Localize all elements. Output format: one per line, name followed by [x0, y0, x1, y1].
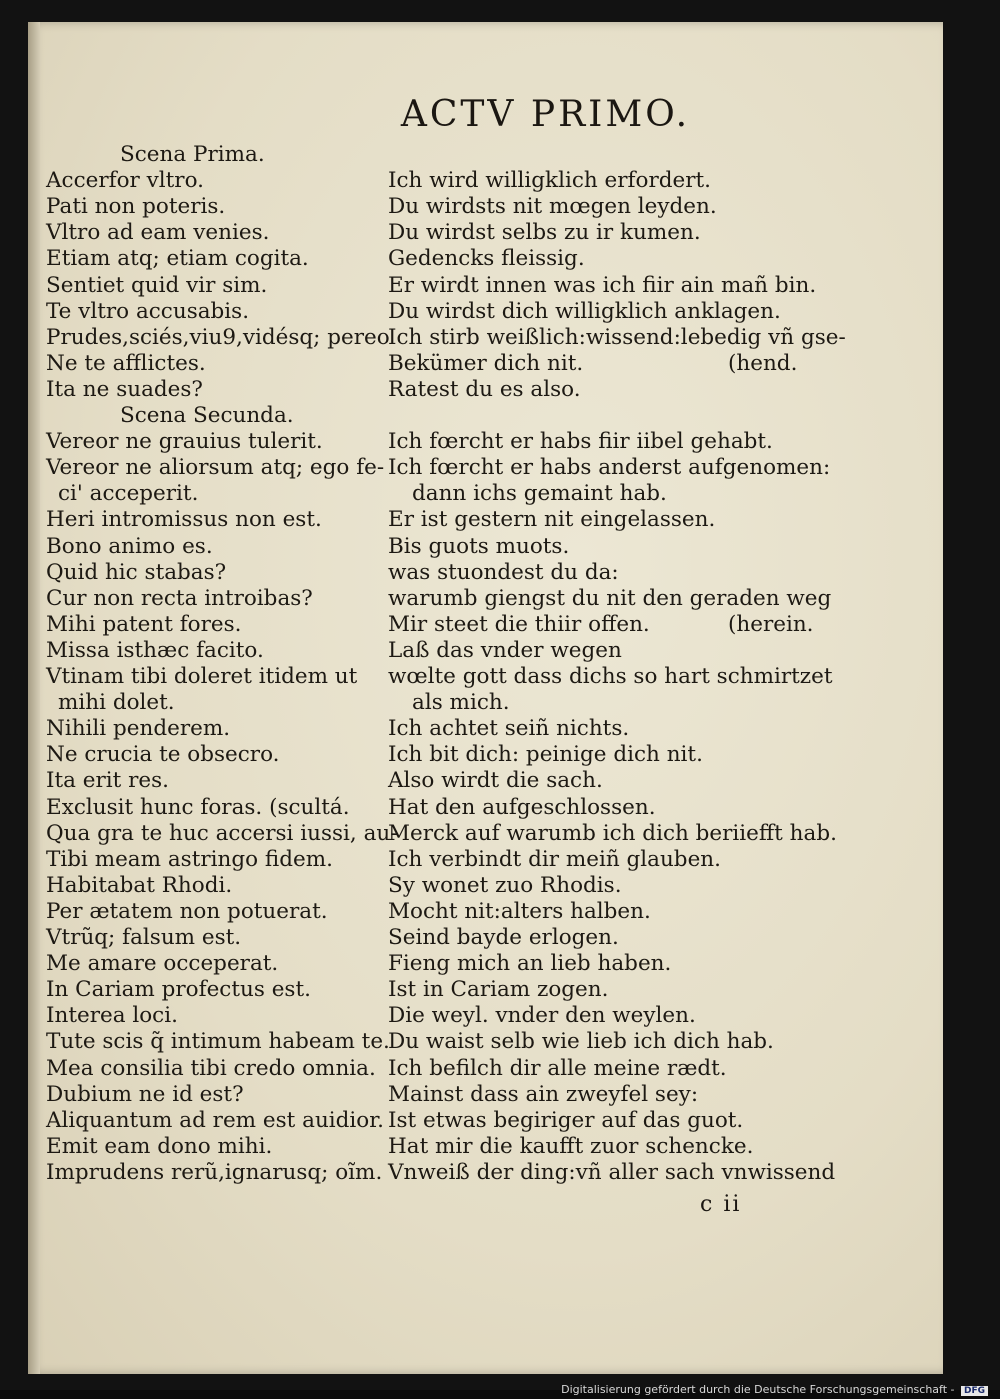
- german-line: Hat den aufgeschlossen.: [388, 794, 656, 820]
- german-line: Sy wonet zuo Rhodis.: [388, 872, 622, 898]
- german-line-continuation: (hend.: [728, 350, 798, 376]
- latin-line: Prudes,sciés,viu9,vidésq; pereo: [46, 324, 390, 350]
- latin-line: Heri intromissus non est.: [46, 507, 322, 533]
- latin-line: Emit eam dono mihi.: [46, 1133, 273, 1159]
- german-line: Du wirdst selbs zu ir kumen.: [388, 220, 701, 246]
- text-lines: [28, 22, 943, 1374]
- german-line-continuation: (herein.: [728, 611, 814, 637]
- latin-line: Mea consilia tibi credo omnia.: [46, 1055, 376, 1081]
- latin-line: Dubium ne id est?: [46, 1081, 244, 1107]
- latin-line: Habitabat Rhodi.: [46, 872, 233, 898]
- latin-line: Te vltro accusabis.: [46, 298, 250, 324]
- german-line: Ich wird willigklich erfordert.: [388, 168, 711, 194]
- latin-line: Aliquantum ad rem est auidior.: [46, 1107, 385, 1133]
- latin-line: Exclusit hunc foras. (scultá.: [46, 794, 350, 820]
- german-line: Seind bayde erlogen.: [388, 925, 619, 950]
- latin-line: Accerfor vltro.: [46, 168, 204, 194]
- latin-line: Interea loci.: [46, 1003, 178, 1029]
- german-line: Ist etwas begiriger auf das guot.: [388, 1107, 744, 1133]
- latin-line: Me amare occeperat.: [46, 951, 279, 977]
- latin-line: Scena Prima.: [120, 142, 265, 167]
- latin-line: Mihi patent fores.: [46, 611, 242, 637]
- german-line: wœlte gott dass dichs so hart schmirtzet: [388, 664, 833, 689]
- latin-line: Ne crucia te obsecro.: [46, 742, 280, 768]
- german-line: Merck auf warumb ich dich beriiefft hab.: [388, 820, 837, 846]
- latin-line: Per ætatem non potuerat.: [46, 898, 328, 924]
- german-line: Laß das vnder wegen: [388, 637, 622, 663]
- german-line: Bekümer dich nit.: [388, 350, 584, 376]
- german-line: Ich bit dich: peinige dich nit.: [388, 742, 703, 768]
- german-line: Mir steet die thiir offen.: [388, 611, 650, 637]
- dfg-logo: DFG: [961, 1386, 988, 1396]
- german-line: warumb giengst du nit den geraden weg: [388, 585, 832, 611]
- german-line: Ist in Cariam zogen.: [388, 977, 609, 1003]
- latin-line: Ita ne suades?: [46, 376, 203, 402]
- german-line: Ratest du es also.: [388, 376, 581, 402]
- footer-text: Digitalisierung gefördert durch die Deutsche Forschungsgemeinschaft -: [561, 1383, 955, 1396]
- footer-credit: [561, 1383, 988, 1396]
- latin-line: Bono animo es.: [46, 533, 213, 559]
- german-line: Du wirdst dich willigklich anklagen.: [388, 298, 781, 324]
- latin-line: Vereor ne grauius tulerit.: [46, 429, 323, 455]
- latin-line: mihi dolet.: [58, 690, 175, 716]
- latin-line: Scena Secunda.: [120, 403, 294, 428]
- german-line: Er wirdt innen was ich fiir ain mañ bin.: [388, 272, 817, 298]
- latin-line: Qua gra te huc accersi iussi, au-: [46, 820, 398, 846]
- german-line: Ich fœrcht er habs anderst aufgenomen:: [388, 455, 831, 481]
- latin-line: Tibi meam astringo fidem.: [46, 846, 333, 872]
- german-line: Er ist gestern nit eingelassen.: [388, 507, 716, 533]
- latin-line: Tute scis q̃ intimum habeam te.: [46, 1029, 390, 1055]
- german-line: Mainst dass ain zweyfel sey:: [388, 1081, 699, 1107]
- latin-line: Vltro ad eam venies.: [46, 220, 270, 246]
- latin-line: Sentiet quid vir sim.: [46, 272, 268, 298]
- latin-line: Pati non poteris.: [46, 194, 226, 220]
- latin-line: Cur non recta introibas?: [46, 585, 313, 611]
- german-line: Ich fœrcht er habs fiir iibel gehabt.: [388, 429, 773, 455]
- german-line: Fieng mich an lieb haben.: [388, 951, 672, 977]
- german-line: Du wirdsts nit mœgen leyden.: [388, 194, 717, 220]
- latin-line: Quid hic stabas?: [46, 559, 227, 585]
- german-line: Hat mir die kaufft zuor schencke.: [388, 1133, 754, 1159]
- german-line: Bis guots muots.: [388, 533, 570, 559]
- german-line: Mocht nit:alters halben.: [388, 898, 651, 924]
- latin-line: Nihili penderem.: [46, 716, 231, 742]
- german-line: dann ichs gemaint hab.: [412, 481, 667, 507]
- book-page: [28, 22, 943, 1374]
- german-line: Vnweiß der ding:vñ aller sach vnwissend: [388, 1159, 836, 1185]
- german-line: Die weyl. vnder den weylen.: [388, 1003, 696, 1029]
- german-line: Ich verbindt dir meiñ glauben.: [388, 846, 721, 872]
- latin-line: Imprudens rerũ,ignarusq; oĩm.: [46, 1159, 383, 1185]
- german-line: Also wirdt die sach.: [388, 768, 603, 794]
- latin-line: Ne te afflictes.: [46, 350, 206, 376]
- folio-signature: c ii: [700, 1192, 742, 1217]
- latin-line: Vereor ne aliorsum atq; ego fe-: [46, 455, 385, 481]
- german-line: Gedencks fleissig.: [388, 246, 585, 272]
- latin-line: Etiam atq; etiam cogita.: [46, 246, 309, 272]
- german-line: Ich achtet seiñ nichts.: [388, 716, 630, 742]
- latin-line: In Cariam profectus est.: [46, 977, 311, 1003]
- page-title: ACTV PRIMO.: [400, 94, 691, 135]
- latin-line: Vtrũq; falsum est.: [46, 925, 242, 950]
- german-line: was stuondest du da:: [388, 559, 619, 585]
- german-line: als mich.: [412, 690, 510, 716]
- latin-line: Vtinam tibi doleret itidem ut: [46, 664, 358, 689]
- german-line: Du waist selb wie lieb ich dich hab.: [388, 1029, 774, 1055]
- latin-line: Missa isthæc facito.: [46, 637, 264, 663]
- german-line: Ich befilch dir alle meine rædt.: [388, 1055, 727, 1081]
- latin-line: Ita erit res.: [46, 768, 170, 794]
- latin-line: ci' acceperit.: [58, 481, 199, 507]
- german-line: Ich stirb weißlich:wissend:lebedig vñ gse-: [388, 324, 846, 350]
